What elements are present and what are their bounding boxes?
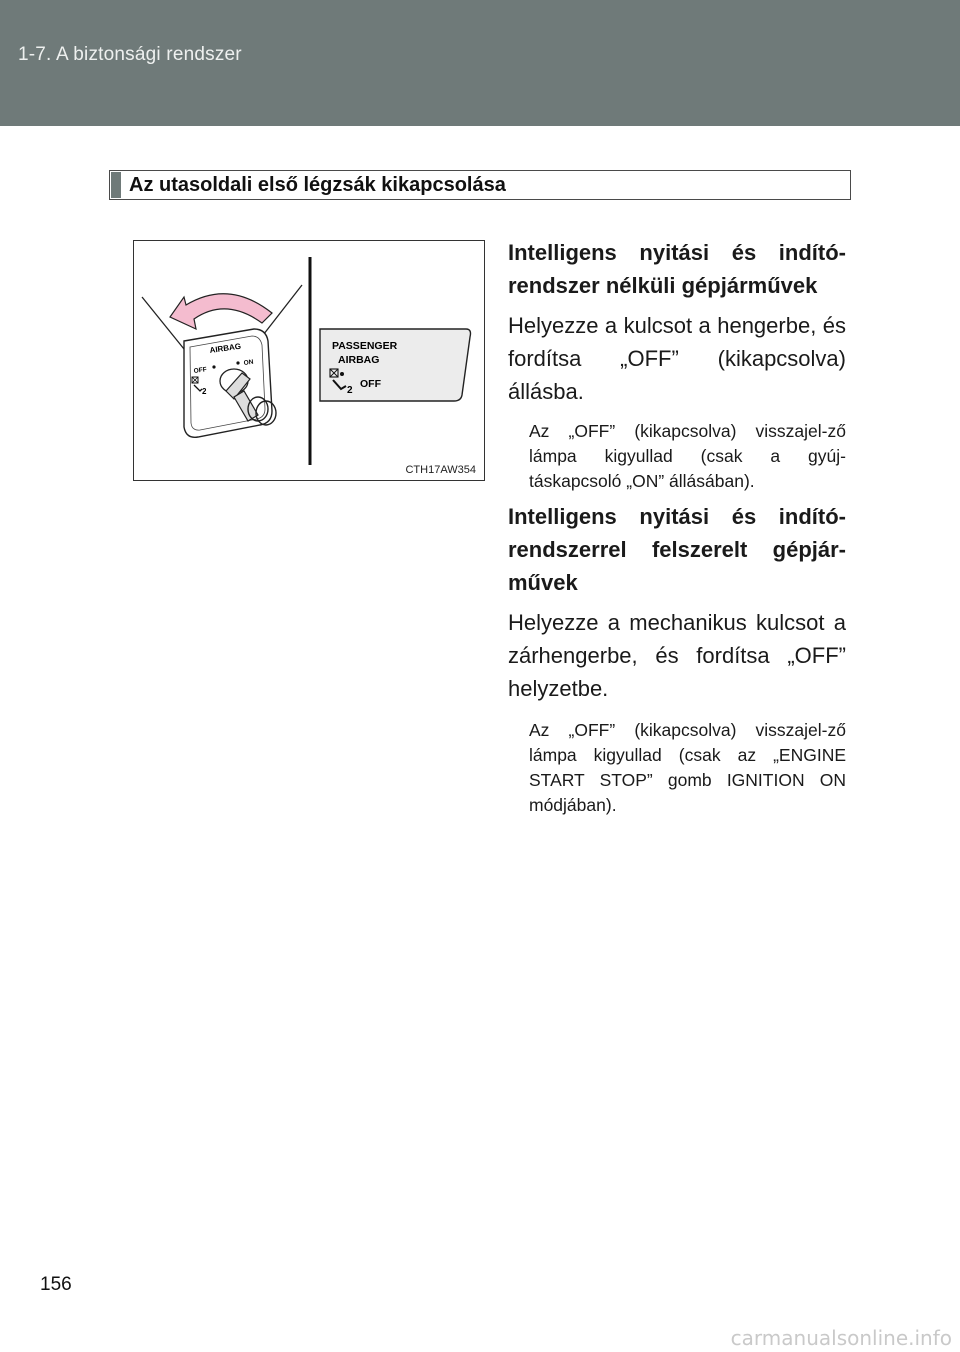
page-number: 156	[40, 1274, 72, 1295]
figure-code: CTH17AW354	[405, 464, 476, 476]
chapter-title: 1-7. A biztonsági rendszer	[18, 44, 242, 65]
switch-label-off: OFF	[193, 366, 208, 375]
switch-label-airbag: AIRBAG	[209, 341, 242, 355]
block2-heading: Intelligens nyitási és indító-rendszerrel felszerelt gépjár-művek	[508, 504, 846, 595]
block2-note: Az „OFF” (kikapcsolva) visszajel-ző lámpa kigyullad (csak az „ENGINE START STOP” gomb IGNITION ON módjában).	[529, 720, 846, 815]
svg-text:2: 2	[347, 385, 353, 396]
svg-text:2: 2	[202, 387, 207, 396]
block1-heading: Intelligens nyitási és indító-rendszer nélküli gépjárművek	[508, 240, 846, 298]
switch-label-on: ON	[243, 358, 254, 367]
indicator-text-passenger: PASSENGER	[332, 340, 398, 352]
airbag-switch-figure	[133, 240, 485, 481]
section-heading	[109, 170, 851, 200]
block2-body: Helyezze a mechanikus kulcsot a zárhengerbe, és fordítsa „OFF” helyzetbe.	[508, 610, 846, 701]
block1-body: Helyezze a kulcsot a hengerbe, és fordítsa „OFF” (kikapcsolva) állásba.	[508, 313, 846, 404]
rotate-arrow-icon	[170, 294, 272, 329]
block1-note: Az „OFF” (kikapcsolva) visszajel-ző lámpa kigyullad (csak a gyúj-táskapcsoló „ON” állásában).	[529, 421, 846, 491]
indicator-text-off: OFF	[360, 378, 381, 390]
block-without-smart-key	[508, 236, 846, 494]
section-heading-text: Az utasoldali első légzsák kikapcsolása	[129, 174, 506, 196]
block-with-smart-key	[508, 500, 846, 818]
section-heading-marker	[111, 172, 121, 198]
airbag-switch-illustration	[134, 241, 484, 480]
indicator-text-airbag: AIRBAG	[338, 354, 380, 366]
watermark: carmanualsonline.info	[730, 1326, 952, 1350]
